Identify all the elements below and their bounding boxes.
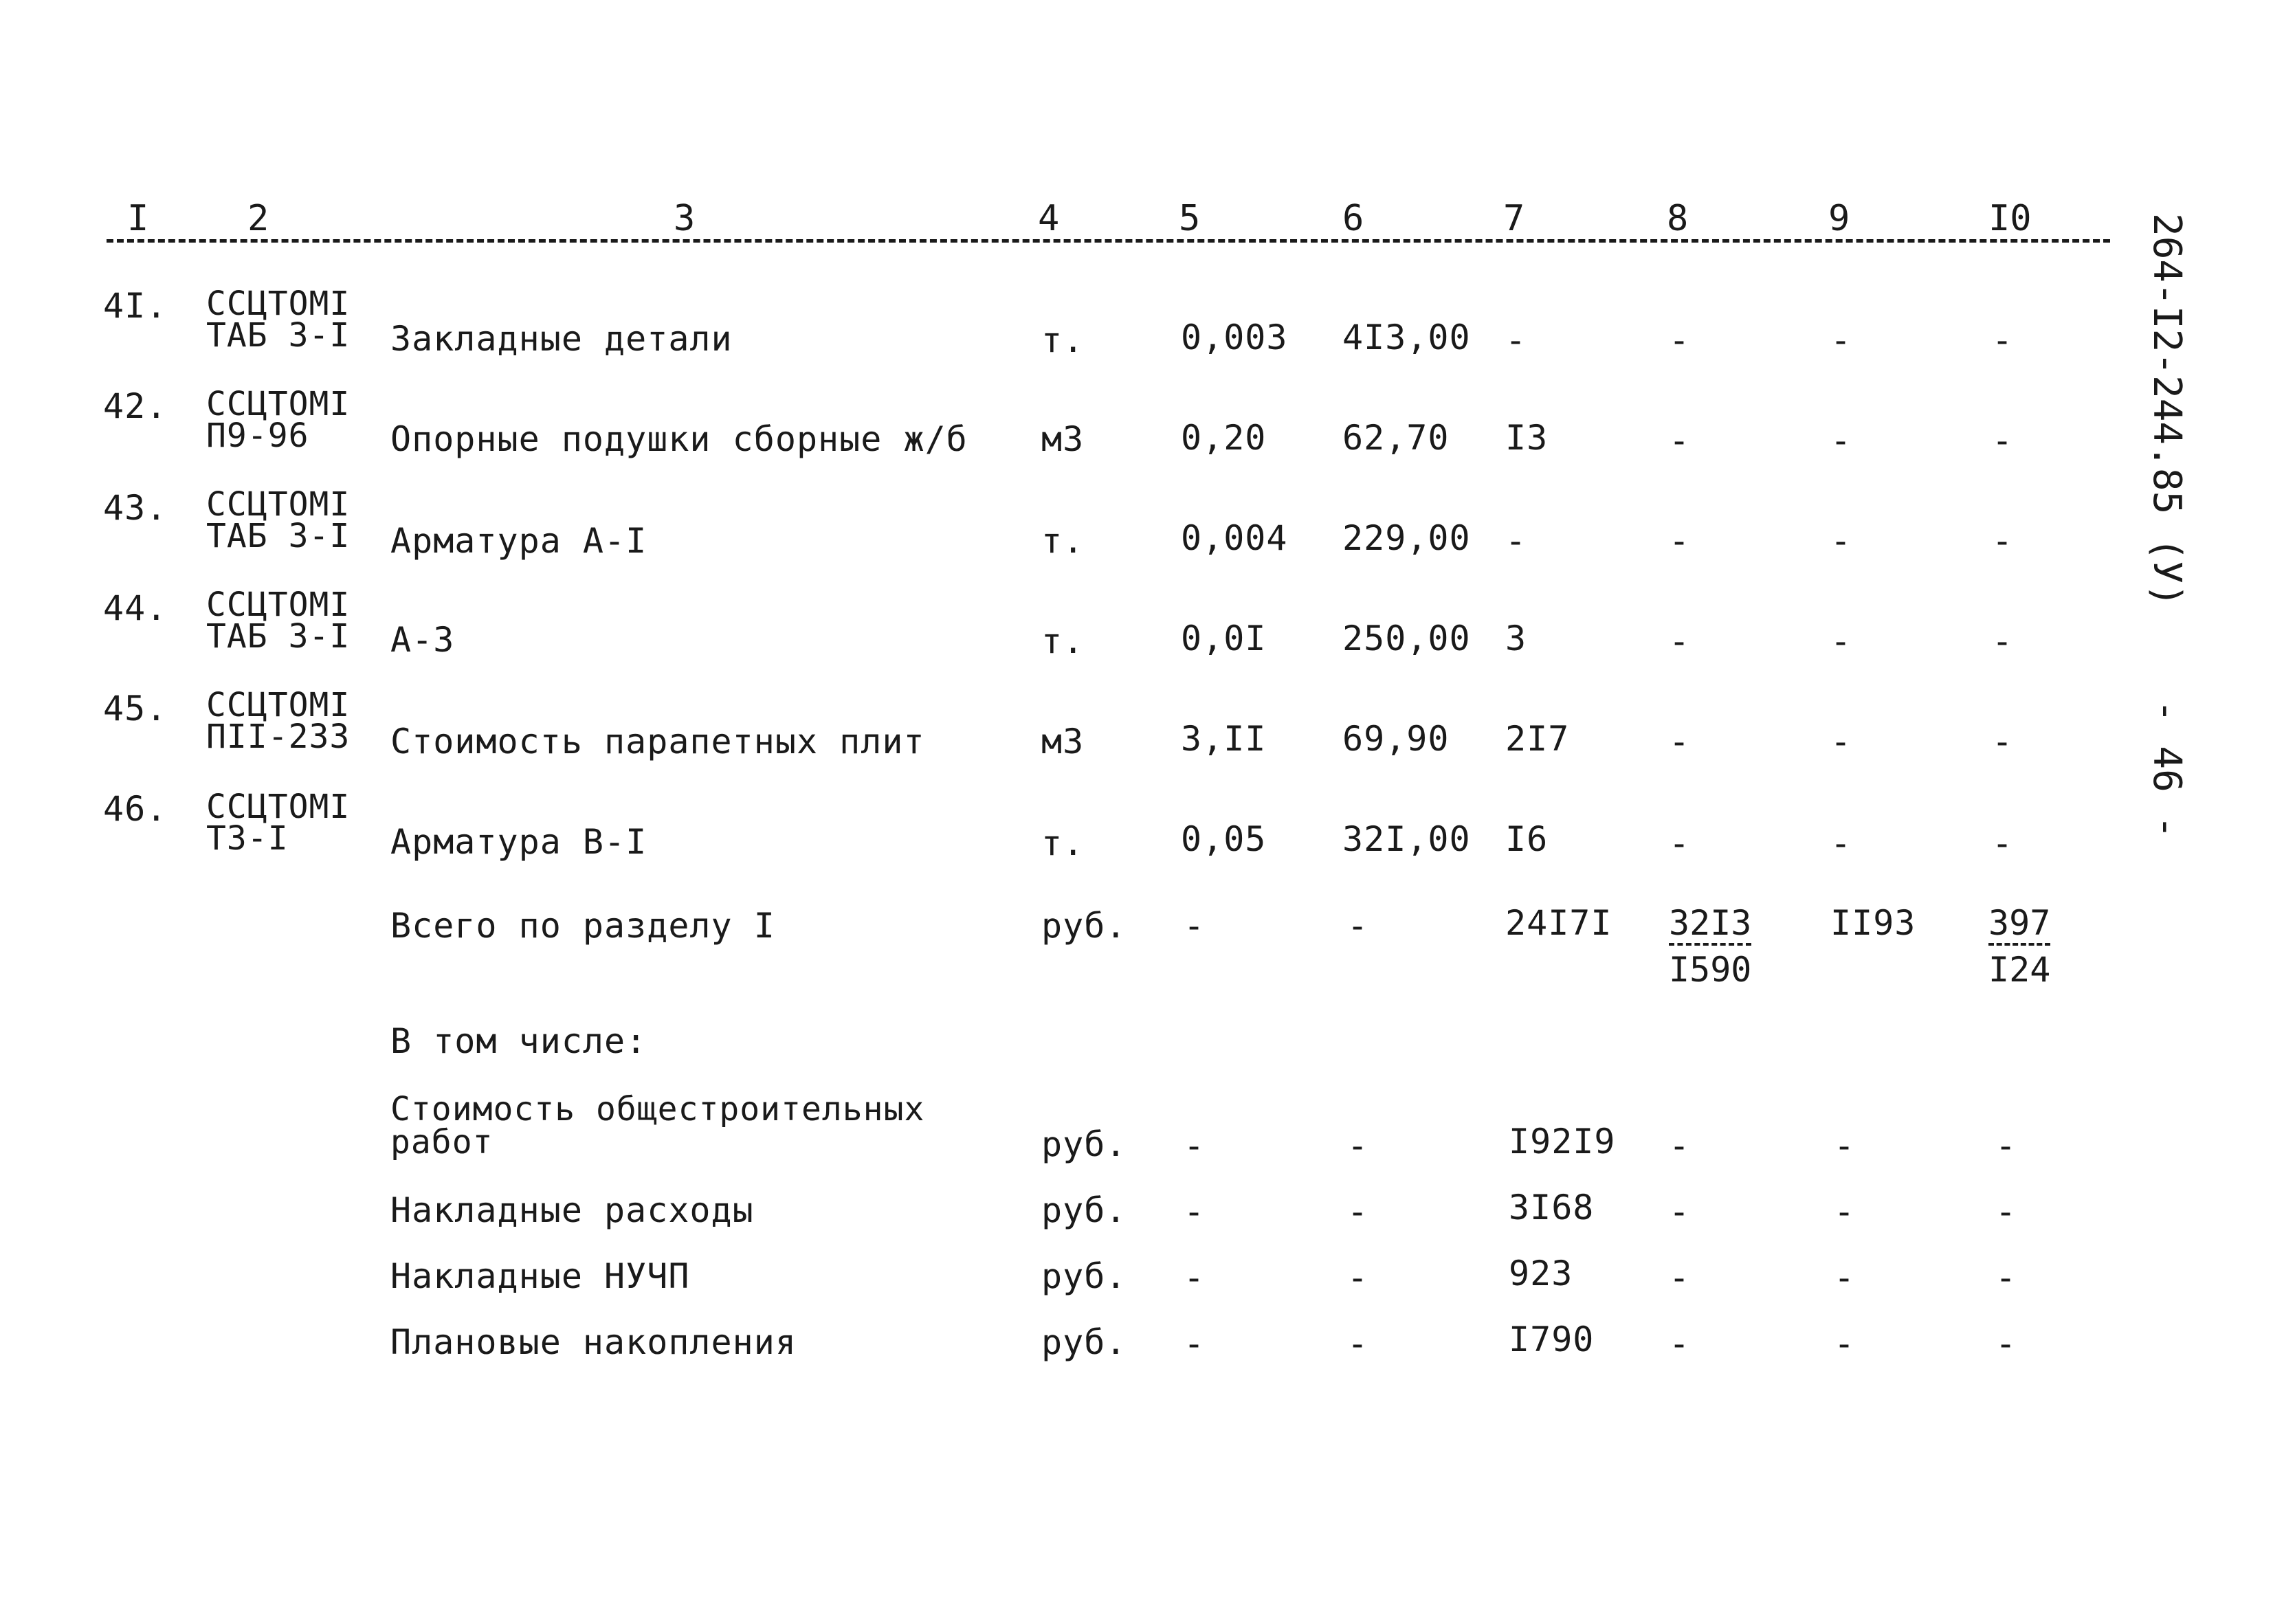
row-name: Арматура А-I [390, 521, 647, 561]
breakdown-col10: - [1995, 1192, 2017, 1232]
row-qty: 0,004 [1181, 518, 1288, 558]
row-name: Стоимость парапетных плит [390, 722, 925, 761]
header-col-1: I [127, 198, 149, 239]
row-price: 69,90 [1342, 719, 1450, 759]
row-name: Опорные подушки сборные ж/б [390, 419, 968, 459]
breakdown-unit: руб. [1041, 1124, 1127, 1164]
row-price: 250,00 [1342, 619, 1471, 658]
row-code-sub: ТАБ 3-I [206, 617, 351, 656]
breakdown-name: Накладные НУЧП [390, 1256, 690, 1296]
row-unit: т. [1041, 621, 1085, 661]
header-col-5: 5 [1179, 198, 1201, 239]
row-code-sub: ПII-233 [206, 718, 351, 756]
breakdown-col7: I790 [1509, 1320, 1595, 1359]
row-qty: 0,0I [1181, 619, 1267, 658]
total-col8-bottom: I590 [1669, 950, 1752, 990]
row-unit: т. [1041, 320, 1085, 360]
total-col10-bottom: I24 [1988, 950, 2051, 990]
row-col8: - [1669, 320, 1691, 360]
page-number: - 46 - [2144, 700, 2189, 839]
row-col9: - [1830, 621, 1852, 661]
breakdown-price: - [1347, 1258, 1369, 1298]
breakdown-qty: - [1184, 1192, 1206, 1232]
row-code: ССЦТОМI [206, 485, 351, 524]
row-code: ССЦТОМI [206, 586, 351, 624]
row-code-sub: Т3-I [206, 819, 289, 858]
total-col8-top: 32I3 [1669, 906, 1751, 946]
breakdown-col7: 923 [1509, 1254, 1573, 1293]
breakdown-name: Накладные расходы [390, 1190, 754, 1230]
row-number: 4I. [103, 286, 168, 326]
breakdown-price: - [1347, 1324, 1369, 1364]
row-col10: - [1992, 320, 2014, 360]
row-qty: 0,20 [1181, 418, 1267, 458]
breakdown-name: Стоимость общестроительных [390, 1090, 925, 1128]
row-number: 43. [103, 488, 168, 528]
row-number: 45. [103, 689, 168, 728]
breakdown-name: Плановые накопления [390, 1322, 797, 1362]
total-col10-top: 397 [1988, 906, 2050, 946]
row-col7: - [1505, 320, 1527, 360]
row-col10: - [1992, 823, 2014, 863]
row-col8: - [1669, 621, 1691, 661]
header-col-4: 4 [1038, 198, 1060, 239]
row-code: ССЦТОМI [206, 788, 351, 826]
row-code: ССЦТОМI [206, 686, 351, 724]
breakdown-col10: - [1995, 1126, 2017, 1166]
row-name: Закладные детали [390, 319, 733, 359]
row-col10: - [1992, 421, 2014, 460]
row-col7: - [1505, 521, 1527, 561]
including-label: В том числе: [390, 1021, 647, 1061]
row-name: А-3 [390, 620, 455, 660]
breakdown-price: - [1347, 1126, 1369, 1166]
row-col9: - [1830, 421, 1852, 460]
header-col-3: 3 [674, 198, 696, 239]
row-price: 4I3,00 [1342, 318, 1471, 357]
row-col8: - [1669, 722, 1691, 761]
row-code-sub: ТАБ 3-I [206, 316, 351, 355]
total-col9: II93 [1830, 903, 1916, 943]
row-qty: 0,05 [1181, 819, 1267, 859]
row-code-sub: ТАБ 3-I [206, 517, 351, 555]
total-col7: 24I7I [1505, 903, 1612, 943]
header-col-10: I0 [1988, 198, 2032, 239]
row-price: 229,00 [1342, 518, 1471, 558]
breakdown-col7: I92I9 [1509, 1122, 1616, 1161]
row-col8: - [1669, 823, 1691, 863]
row-col9: - [1830, 722, 1852, 761]
header-col-7: 7 [1503, 198, 1525, 239]
breakdown-unit: руб. [1041, 1256, 1127, 1296]
row-code-sub: П9-96 [206, 416, 309, 455]
breakdown-col10: - [1995, 1258, 2017, 1298]
row-col9: - [1830, 521, 1852, 561]
row-code: ССЦТОМI [206, 285, 351, 323]
breakdown-col8: - [1669, 1258, 1691, 1298]
header-col-9: 9 [1828, 198, 1850, 239]
breakdown-unit: руб. [1041, 1322, 1127, 1362]
breakdown-unit: руб. [1041, 1190, 1127, 1230]
row-number: 42. [103, 386, 168, 426]
row-qty: 3,II [1181, 719, 1267, 759]
header-col-8: 8 [1667, 198, 1689, 239]
breakdown-qty: - [1184, 1126, 1206, 1166]
document-number: 264-I2-244.85 (У) [2144, 213, 2189, 608]
breakdown-col8: - [1669, 1192, 1691, 1232]
row-col7: I6 [1505, 819, 1549, 859]
breakdown-col9: - [1834, 1192, 1856, 1232]
breakdown-col8: - [1669, 1324, 1691, 1364]
total-name: Всего по разделу I [390, 906, 775, 946]
header-col-2: 2 [247, 198, 269, 239]
row-col7: 3 [1505, 619, 1527, 658]
total-qty: - [1184, 906, 1206, 946]
row-col8: - [1669, 521, 1691, 561]
total-unit: руб. [1041, 906, 1127, 946]
row-col9: - [1830, 320, 1852, 360]
breakdown-col10: - [1995, 1324, 2017, 1364]
breakdown-col9: - [1834, 1258, 1856, 1298]
row-col8: - [1669, 421, 1691, 460]
breakdown-col8: - [1669, 1126, 1691, 1166]
row-price: 62,70 [1342, 418, 1450, 458]
total-col8 [1669, 903, 1752, 990]
row-name: Арматура В-I [390, 822, 647, 862]
row-unit: т. [1041, 823, 1085, 863]
row-unit: м3 [1041, 419, 1085, 459]
row-col9: - [1830, 823, 1852, 863]
row-qty: 0,003 [1181, 318, 1288, 357]
breakdown-col7: 3I68 [1509, 1188, 1595, 1227]
row-price: 32I,00 [1342, 819, 1471, 859]
breakdown-price: - [1347, 1192, 1369, 1232]
row-col7: 2I7 [1505, 719, 1570, 759]
row-col10: - [1992, 521, 2014, 561]
row-number: 44. [103, 588, 168, 628]
row-unit: т. [1041, 521, 1085, 561]
row-col10: - [1992, 621, 2014, 661]
header-divider [107, 239, 2110, 243]
breakdown-qty: - [1184, 1324, 1206, 1364]
row-code: ССЦТОМI [206, 385, 351, 423]
row-col10: - [1992, 722, 2014, 761]
header-col-6: 6 [1342, 198, 1364, 239]
row-number: 46. [103, 789, 168, 829]
row-col7: I3 [1505, 418, 1549, 458]
breakdown-name-cont: работ [390, 1123, 494, 1161]
total-price: - [1347, 906, 1369, 946]
breakdown-col9: - [1834, 1324, 1856, 1364]
breakdown-qty: - [1184, 1258, 1206, 1298]
breakdown-col9: - [1834, 1126, 1856, 1166]
total-col10 [1988, 903, 2051, 990]
row-unit: м3 [1041, 722, 1085, 761]
